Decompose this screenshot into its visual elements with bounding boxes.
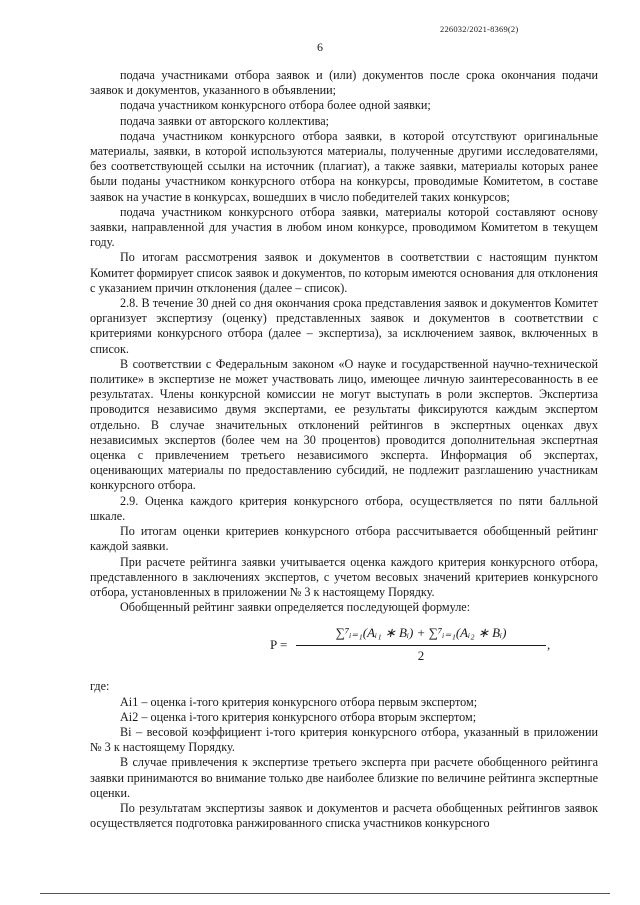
paragraph: 2.9. Оценка каждого критерия конкурсного отбора, осуществляется по пяти балльной шкале. bbox=[90, 493, 598, 523]
definition-bi: Bi – весовой коэффициент i-того критерия конкурсного отбора, указанный в приложении № 3 к настоящему Порядку. bbox=[90, 724, 598, 755]
paragraph: По результатам экспертизы заявок и документов и расчета обобщенных рейтингов заявок осуществляется подготовка ранжированного списка участников конкурсного bbox=[90, 800, 598, 831]
page-number: 6 bbox=[317, 40, 323, 54]
where-label: где: bbox=[90, 679, 110, 694]
paragraph: подача участниками отбора заявок и (или) документов после срока окончания подачи заявок и документов, указанного в объявлении; bbox=[90, 68, 598, 98]
definition-ai1: Ai1 – оценка i-того критерия конкурсного отбора первым экспертом; bbox=[120, 694, 478, 709]
formula-trail: , bbox=[547, 637, 551, 653]
paragraph: 2.8. В течение 30 дней со дня окончания срока представления заявок и документов Комитет организует экспертизу (оценку) представленных заявок и документов в соответствии с критериями конкурсного отбора (далее – экспертиза), за исключением заявок, включенных в список. bbox=[90, 296, 598, 356]
paragraph: подача заявки от авторского коллектива; bbox=[120, 113, 330, 128]
definition-ai2: Ai2 – оценка i-того критерия конкурсного отбора вторым экспертом; bbox=[120, 709, 477, 724]
scan-edge-line bbox=[40, 893, 610, 894]
rating-formula bbox=[90, 625, 598, 667]
paragraph: подача участником конкурсного отбора более одной заявки; bbox=[120, 98, 431, 113]
fraction-bar bbox=[296, 645, 546, 646]
paragraph: При расчете рейтинга заявки учитывается оценка каждого критерия конкурсного отбора, представленного в заключениях экспертов, с учетом весовых значений критериев конкурсного отбора, установленных в приложении № 3 к настоящему Порядку. bbox=[90, 554, 598, 599]
paragraph: В случае привлечения к экспертизе третьего эксперта при расчете обобщенного рейтинга заявки принимаются во внимание только две наиболее близкие по величине рейтинга экспертные оценки. bbox=[90, 755, 598, 800]
document-number: 226032/2021-8369(2) bbox=[440, 24, 519, 34]
paragraph: По итогам рассмотрения заявок и документов в соответствии с настоящим пунктом Комитет формирует список заявок и документов, по которым имеются основания для отклонения с указанием причин отклонения (далее – список). bbox=[90, 250, 598, 295]
formula-numerator: ∑⁷ᵢ₌₁(Aᵢ₁ ∗ Bᵢ) + ∑⁷ᵢ₌₁(Aᵢ₂ ∗ Bᵢ) bbox=[335, 625, 507, 641]
paragraph: Обобщенный рейтинг заявки определяется последующей формуле: bbox=[120, 600, 471, 615]
paragraph: подача участником конкурсного отбора заявки, в которой отсутствуют оригинальные материалы, заявки, в которой используются материалы, полученные другими исследователями, без соответствующей ссылки на источник (плагиат), а также заявки, материалы которых ранее были поданы участником конкурсного отбора на конкурсы, проводимые Комитетом, в составе заявок на участие в конкурсах, вошедших в число победителей таких конкурсов; bbox=[90, 128, 598, 204]
paragraph: подача участником конкурсного отбора заявки, материалы которой составляют основу заявки, направленной для участия в любом ином конкурсе, проводимом Комитетом в текущем году. bbox=[90, 204, 598, 250]
paragraph: В соответствии с Федеральным законом «О науке и государственной научно-технической политике» в экспертизе не может участвовать лицо, имеющее личную заинтересованность в ее результатах. Члены конкурсной комиссии не могут выступать в роли экспертов. Экспертиза проводится независимо двумя экспертами, ее результаты фиксируются каждым экспертом отдельно. В случае значительных отклонений рейтингов в экспертных оценках двух независимых экспертов (более чем на 30 процентов) проводится дополнительная экспертная оценка с привлечением третьего независимого эксперта. Информация об экспертах, оценивающих материалы по предоставлению субсидий, не подлежит разглашению участникам конкурсного отбора. bbox=[90, 356, 598, 493]
formula-lhs: P = bbox=[270, 637, 288, 653]
formula-denominator: 2 bbox=[417, 648, 425, 664]
paragraph: По итогам оценки критериев конкурсного отбора рассчитывается обобщенный рейтинг каждой заявки. bbox=[90, 524, 598, 554]
document-body bbox=[90, 68, 598, 831]
